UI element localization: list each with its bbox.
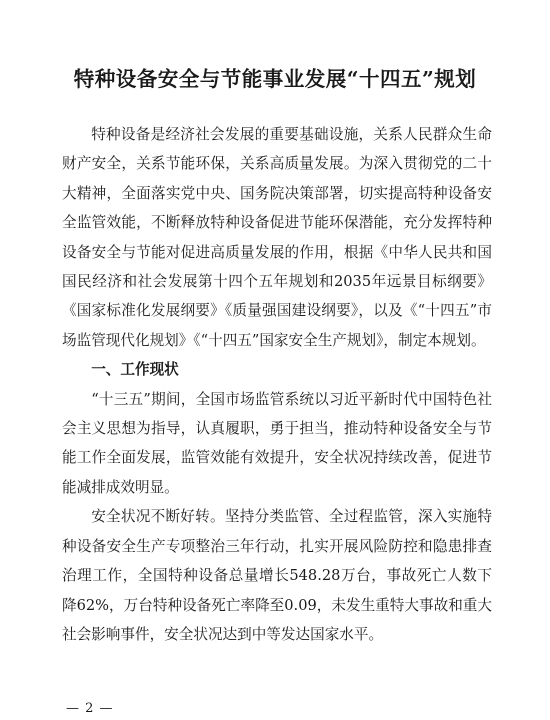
safety-paragraph: 安全状况不断好转。坚持分类监管、全过程监管，深入实施特种设备安全生产专项整治三年行动，扎实开展风险防控和隐患排查治理工作，全国特种设备总量增长548.28万台，事故死亡人数下降62%，万台特种设备死亡率降至0.09，未发生重特大事故和重大社会影响事件，安全状况达到中等发达国家水平。 [62,508,492,643]
document-title: 特种设备安全与节能事业发展“十四五”规划 [73,67,477,91]
page-number: — 2 — [66,701,114,716]
intro-paragraph: 特种设备是经济社会发展的重要基础设施，关系人民群众生命财产安全，关系节能环保，关系高质量发展。为深入贯彻党的二十大精神，全面落实党中央、国务院决策部署，切实提高特种设备安全监管效能，不断释放特种设备促进节能环保潜能，充分发挥特种设备安全与节能对促进高质量发展的作用，根据《中华人民共和国国民经济和社会发展第十四个五年规划和2035年远景目标纲要》《国家标准化发展纲要》《质量强国建设纲要》，以及《“十四五”市场监管现代化规划》《“十四五”国家安全生产规划》，制定本规划。 [62,126,492,349]
section-heading: 一、工作现状 [91,361,179,379]
document-body [62,120,492,649]
status-paragraph: “十三五”期间，全国市场监管系统以习近平新时代中国特色社会主义思想为指导，认真履职，勇于担当，推动特种设备安全与节能工作全面发展，监管效能有效提升，安全状况持续改善，促进节能减排成效明显。 [62,390,492,496]
